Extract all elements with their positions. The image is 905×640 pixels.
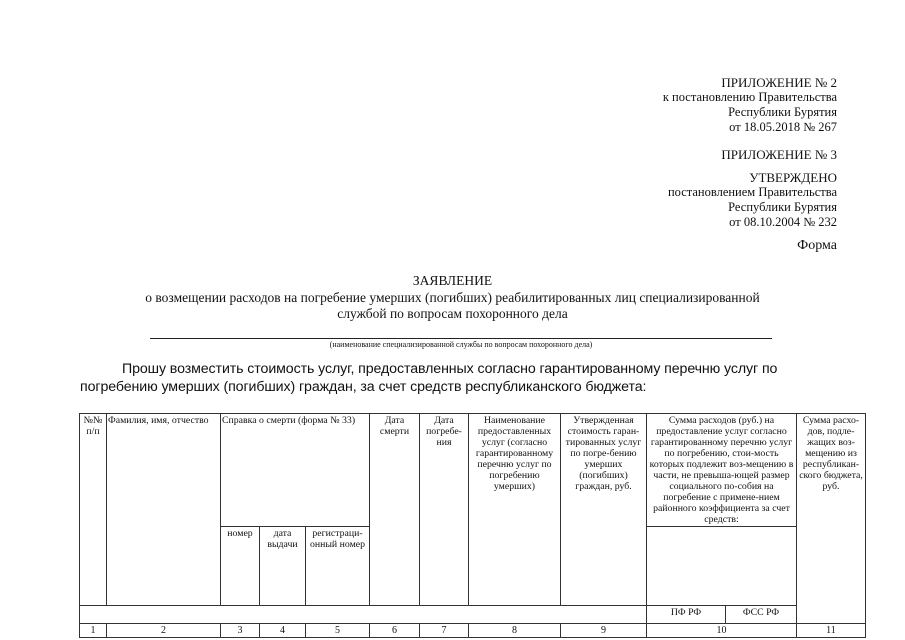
document-subtitle: о возмещении расходов на погребение умерших (погибших) реабилитированных лиц специализированной: [145, 290, 760, 305]
header-death-certificate: Справка о смерти (форма № 33): [221, 414, 370, 527]
service-name-note: (наименование специализированной службы по вопросам похоронного дела): [329, 340, 593, 349]
header-num: №№ п/п: [80, 414, 107, 606]
header-expenses: Сумма расходов (руб.) на предоставление услуг согласно гарантированному перечню услуг по погребению, стои-мость которых подлежит воз-мещению в части, не превыша-ющей размер социального по-собия на погребение с примене-нием районного коэффициента за счет средств:: [647, 414, 797, 527]
column-number: 11: [797, 624, 866, 638]
approved-line: Республики Бурятия: [728, 200, 837, 214]
appendix-3-heading: ПРИЛОЖЕНИЕ № 3: [721, 147, 837, 162]
appendix-2-line: к постановлению Правительства: [662, 90, 837, 104]
header-services: Наименование предоставленных услуг (согласно гарантированному перечню услуг по погребению умерших): [469, 414, 561, 606]
header-cert-date: дата выдачи: [260, 527, 306, 606]
column-number: 10: [647, 624, 797, 638]
column-number: 2: [107, 624, 221, 638]
appendix-2-line: от 18.05.2018 № 267: [729, 120, 837, 134]
approved-heading: УТВЕРЖДЕНО: [749, 170, 837, 185]
column-number: 7: [420, 624, 469, 638]
column-number: 9: [561, 624, 647, 638]
document-title: ЗАЯВЛЕНИЕ: [412, 273, 493, 288]
column-number: 6: [370, 624, 420, 638]
header-approved-cost: Утвержденная стоимость гаран-тированных услуг по погре-бению умерших (погибших) граждан, руб.: [561, 414, 647, 606]
column-number: 8: [469, 624, 561, 638]
approved-block: [668, 170, 837, 230]
approved-line: постановлением Правительства: [667, 185, 837, 199]
column-number: 1: [80, 624, 107, 638]
appendix-3-block: [721, 147, 837, 162]
header-fio: Фамилия, имя, отчество: [107, 414, 221, 606]
request-paragraph: Прошу возместить стоимость услуг, предоставленных согласно гарантированному перечню услуг по погребению умерших (погибших) граждан, за счет средств республиканского бюджета:: [80, 361, 778, 395]
header-cert-reg: регистраци-онный номер: [306, 527, 370, 606]
appendix-2-line: Республики Бурятия: [728, 105, 837, 119]
document-title-block: [0, 273, 905, 322]
header-budget: Сумма расхо-дов, подле-жащих воз-мещению из республикан-ского бюджета, руб.: [797, 414, 866, 624]
form-label: Форма: [797, 238, 837, 253]
expenses-table: [79, 413, 866, 638]
column-number: 5: [306, 624, 370, 638]
header-cert-number: номер: [221, 527, 260, 606]
header-death-date: Дата смерти: [370, 414, 420, 606]
appendix-2-block: [663, 75, 837, 135]
header-fss: ФСС РФ: [726, 606, 797, 624]
appendix-2-heading: ПРИЛОЖЕНИЕ № 2: [721, 75, 837, 90]
document-subtitle: службой по вопросам похоронного дела: [337, 306, 568, 321]
header-burial-date: Дата погребе-ния: [420, 414, 469, 606]
service-name-blank-line[interactable]: [150, 338, 772, 339]
column-number: 4: [260, 624, 306, 638]
column-number: 3: [221, 624, 260, 638]
approved-line: от 08.10.2004 № 232: [729, 215, 837, 229]
header-spacer: [80, 606, 647, 624]
header-pf: ПФ РФ: [647, 606, 726, 624]
